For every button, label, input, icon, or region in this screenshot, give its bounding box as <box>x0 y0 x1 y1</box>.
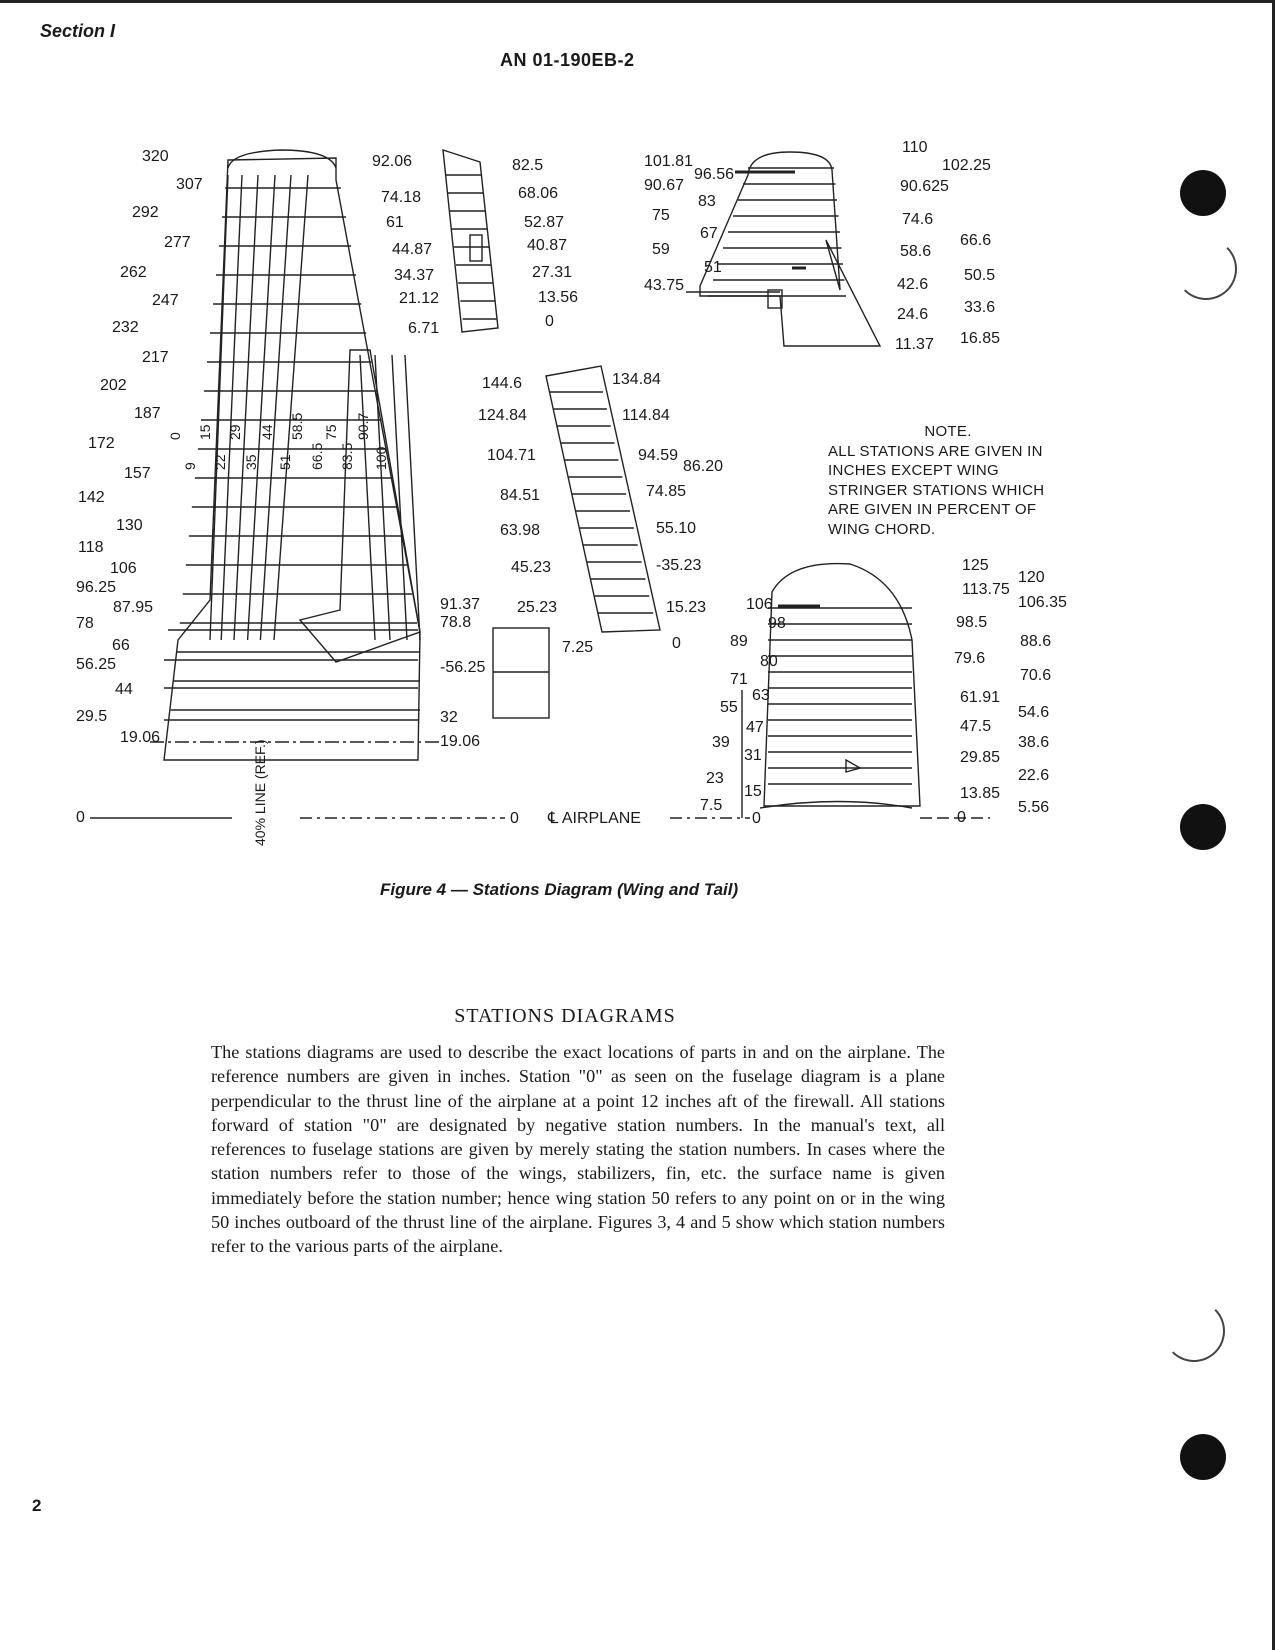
wing-station-label: 202 <box>100 377 127 394</box>
wing-stringer-label: 90.7 <box>355 412 371 440</box>
stabilizer-station-label: 74.6 <box>902 211 934 228</box>
stabilizer-station-label: 102.25 <box>942 157 991 174</box>
fin-station-label: 80 <box>760 653 778 670</box>
aileron-rib <box>360 355 375 640</box>
fin-station-label: 98.5 <box>956 614 988 631</box>
wing-station-label: 29.5 <box>76 708 108 725</box>
aileron-station-label: 27.31 <box>532 264 573 281</box>
wing-stringer <box>210 175 228 640</box>
aileron-station-label: 68.06 <box>518 185 559 202</box>
wing-inboard-label: 91.37 <box>440 596 481 613</box>
wing-station-label: 307 <box>176 176 203 193</box>
stabilizer-station-label: 59 <box>652 241 670 258</box>
flap-station-label: 7.25 <box>562 639 594 656</box>
wing-stringer <box>260 175 291 640</box>
wing-stringer-label: 29 <box>227 424 243 440</box>
wing-stringer <box>248 175 275 640</box>
flap-station-label: 0 <box>672 635 681 652</box>
fin-tab <box>846 760 860 772</box>
stabilizer-station-label: 66.6 <box>960 232 992 249</box>
fin-station-label: 5.56 <box>1018 799 1050 816</box>
flap-station-label: 45.23 <box>511 559 552 576</box>
baseline-zero-label: 0 <box>510 810 519 827</box>
stabilizer-station-label: 50.5 <box>964 267 996 284</box>
fin-station-label: 61.91 <box>960 689 1001 706</box>
wing-station-label: 96.25 <box>76 579 117 596</box>
fin-station-label: 39 <box>712 734 730 751</box>
fin-station-label: 120 <box>1018 569 1045 586</box>
wing-stringer-label: 83.5 <box>339 442 355 470</box>
wing-station-label: 277 <box>164 234 191 251</box>
stabilizer-station-label: 33.6 <box>964 299 996 316</box>
fin-station-label: 79.6 <box>954 650 986 667</box>
flap-station-label: 74.85 <box>646 483 687 500</box>
fin-station-label: 63 <box>752 687 770 704</box>
baseline-zero-label: 0 <box>752 810 761 827</box>
fin-station-label: 23 <box>706 770 724 787</box>
fin-station-label: 31 <box>744 747 762 764</box>
fin-station-label: 7.5 <box>700 797 723 814</box>
aileron-station-label: 92.06 <box>372 153 413 170</box>
aileron-station-label: 0 <box>545 313 554 330</box>
stabilizer-station-label: 42.6 <box>897 276 929 293</box>
wing-station-label: 172 <box>88 435 115 452</box>
stabilizer-station-label: 24.6 <box>897 306 929 323</box>
stabilizer-station-label: 58.6 <box>900 243 932 260</box>
wing-station-label: 87.95 <box>113 599 154 616</box>
fin-station-label: 13.85 <box>960 785 1001 802</box>
flap-station-label: 84.51 <box>500 487 541 504</box>
figure-caption: Figure 4 — Stations Diagram (Wing and Tail) <box>380 880 739 899</box>
punch-hole-bottom <box>1180 1434 1226 1480</box>
section-label: Section I <box>40 21 116 41</box>
flap-panel <box>546 366 660 632</box>
note-title: NOTE. <box>924 423 972 440</box>
wing-stringer-label: 75 <box>323 424 339 440</box>
wing-station-label: 232 <box>112 319 139 336</box>
wing-stringer-label: 9 <box>182 462 198 470</box>
wing-station-label: 320 <box>142 148 169 165</box>
aileron-station-label: 40.87 <box>527 237 568 254</box>
wing-station-label: 78 <box>76 615 94 632</box>
fin-station-label: 113.75 <box>962 581 1010 598</box>
page-number: 2 <box>32 1496 42 1515</box>
wing-stringer-label: 15 <box>197 424 213 440</box>
flap-station-label: 104.71 <box>487 447 536 464</box>
wing-stringer-label: 51 <box>277 454 293 470</box>
flap-station-label: 55.10 <box>656 520 697 537</box>
wing-station-label: 247 <box>152 292 179 309</box>
stabilizer-station-label: 67 <box>700 225 718 242</box>
fin-station-label: 106 <box>746 596 773 613</box>
aileron-station-label: 13.56 <box>538 289 579 306</box>
flap-station-label: 134.84 <box>612 371 661 388</box>
wing-stringer <box>234 175 258 640</box>
note-text: ALL STATIONS ARE GIVEN IN INCHES EXCEPT WING STRINGER STATIONS WHICH ARE GIVEN IN PERCENT OF WING CHORD. <box>828 442 1045 538</box>
aileron-station-label: 21.12 <box>399 290 440 307</box>
fin-station-label: 47.5 <box>960 718 992 735</box>
wing-inboard-label: -56.25 <box>440 659 486 676</box>
fin-outline <box>764 564 920 806</box>
fin-station-label: 88.6 <box>1020 633 1052 650</box>
aileron-cutout <box>300 350 420 662</box>
stabilizer-station-label: 75 <box>652 207 670 224</box>
wing-station-label: 66 <box>112 637 130 654</box>
fin-station-label: 98 <box>768 615 786 632</box>
fin-station-label: 89 <box>730 633 748 650</box>
wing-stringer-label: 58.5 <box>289 412 305 440</box>
stabilizer-station-label: 90.67 <box>644 177 685 194</box>
wing-station-label: 187 <box>134 405 161 422</box>
centerline-label: ℄ AIRPLANE <box>548 810 641 827</box>
wing-station-label: 130 <box>116 517 143 534</box>
wing-station-label: 217 <box>142 349 169 366</box>
wing-stringer-label: 66.5 <box>309 442 325 470</box>
fin-station-label: 47 <box>746 719 764 736</box>
aileron-station-label: 6.71 <box>408 320 440 337</box>
wing-stringer-label: 100 <box>373 446 389 470</box>
fin-station-label: 55 <box>720 699 738 716</box>
fin-station-label: 71 <box>730 671 748 688</box>
flap-station-label: 15.23 <box>666 599 707 616</box>
wing-station-label: 56.25 <box>76 656 117 673</box>
wing-inboard-label: 19.06 <box>440 733 481 750</box>
wing-station-label: 157 <box>124 465 151 482</box>
wing-station-label: 106 <box>110 560 137 577</box>
fin-base <box>760 802 912 809</box>
wing-station-label: 19.06 <box>120 729 161 746</box>
fin-station-label: 106.35 <box>1018 594 1067 611</box>
fin-station-label: 15 <box>744 783 762 800</box>
wing-station-label: 44 <box>115 681 133 698</box>
wing-station-label: 292 <box>132 204 159 221</box>
fin-station-label: 54.6 <box>1018 704 1050 721</box>
stabilizer-station-label: 96.56 <box>694 166 735 183</box>
flap-station-label: 124.84 <box>478 407 527 424</box>
stabilizer-station-label: 110 <box>902 139 928 156</box>
flap-station-label: 86.20 <box>683 458 724 475</box>
aileron-station-label: 61 <box>386 214 404 231</box>
wing-stringer <box>274 175 308 640</box>
stabilizer-station-label: 101.81 <box>644 153 693 170</box>
stabilizer-station-label: 90.625 <box>900 178 949 195</box>
wing-stringer-label: 44 <box>259 424 275 440</box>
fin-station-label: 22.6 <box>1018 767 1050 784</box>
aileron-station-label: 44.87 <box>392 241 433 258</box>
stabilizer-station-label: 83 <box>698 193 716 210</box>
fin-station-label: 125 <box>962 557 989 574</box>
wing-inboard-label: 78.8 <box>440 614 472 631</box>
stabilizer-station-label: 11.37 <box>895 336 934 353</box>
flap-station-label: 94.59 <box>638 447 679 464</box>
wing-station-label: 262 <box>120 264 147 281</box>
wing-stringer-label: 22 <box>212 454 228 470</box>
flap-station-label: -35.23 <box>656 557 702 574</box>
reference-line-label: 40% LINE (REF.) <box>252 739 268 846</box>
flap-station-label: 144.6 <box>482 375 523 392</box>
wing-station-label: 118 <box>78 539 104 556</box>
aileron-rib <box>375 355 390 640</box>
flap-station-label: 25.23 <box>517 599 558 616</box>
wing-station-label: 142 <box>78 489 105 506</box>
wing-zero-label: 0 <box>76 809 85 826</box>
fin-station-label: 0 <box>957 809 966 826</box>
aileron-station-label: 82.5 <box>512 157 544 174</box>
wing-stringer-label: 0 <box>167 432 183 440</box>
flap-station-label: 63.98 <box>500 522 541 539</box>
aileron-station-label: 52.87 <box>524 214 565 231</box>
stabilizer-station-label: 43.75 <box>644 277 685 294</box>
document-number: AN 01-190EB-2 <box>500 50 635 70</box>
stabilizer-station-label: 51 <box>704 259 722 276</box>
aileron-station-label: 34.37 <box>394 267 435 284</box>
wing-inboard-label: 32 <box>440 709 458 726</box>
flap-root-box <box>493 628 549 718</box>
aileron-rib <box>405 355 420 640</box>
section-heading: STATIONS DIAGRAMS <box>454 1005 676 1027</box>
aileron-station-label: 74.18 <box>381 189 422 206</box>
diagram-note <box>828 422 1068 539</box>
punch-hole-ring-2 <box>1163 1300 1225 1362</box>
body-paragraph: The stations diagrams are used to describe the exact locations of parts in and on the airplane. The reference numbers are given in inches. Station "0" as seen on the fuselage diagram is a plane perpendicular to the thrust line of the airplane at a point 12 inches aft of the firewall. All stations forward of station "0" are designated by negative station numbers. In the manual's text, all references to fuselage stations are given by merely stating the station numbers. In cases where the station numbers refer to those of the wings, stabilizers, fin, etc. the surface name is given immediately before the station number; hence wing station 50 refers to any point on or in the wing 50 inches outboard of the thrust line of the airplane. Figures 3, 4 and 5 show which station numbers refer to the various parts of the airplane. <box>211 1042 945 1257</box>
fin-station-label: 38.6 <box>1018 734 1050 751</box>
aileron-tab <box>470 235 482 261</box>
fin-station-label: 29.85 <box>960 749 1001 766</box>
aileron-rib <box>392 355 407 640</box>
stabilizer-station-label: 16.85 <box>960 330 1001 347</box>
flap-station-label: 114.84 <box>622 407 670 424</box>
fin-station-label: 70.6 <box>1020 667 1052 684</box>
wing-stringer-label: 35 <box>243 454 259 470</box>
